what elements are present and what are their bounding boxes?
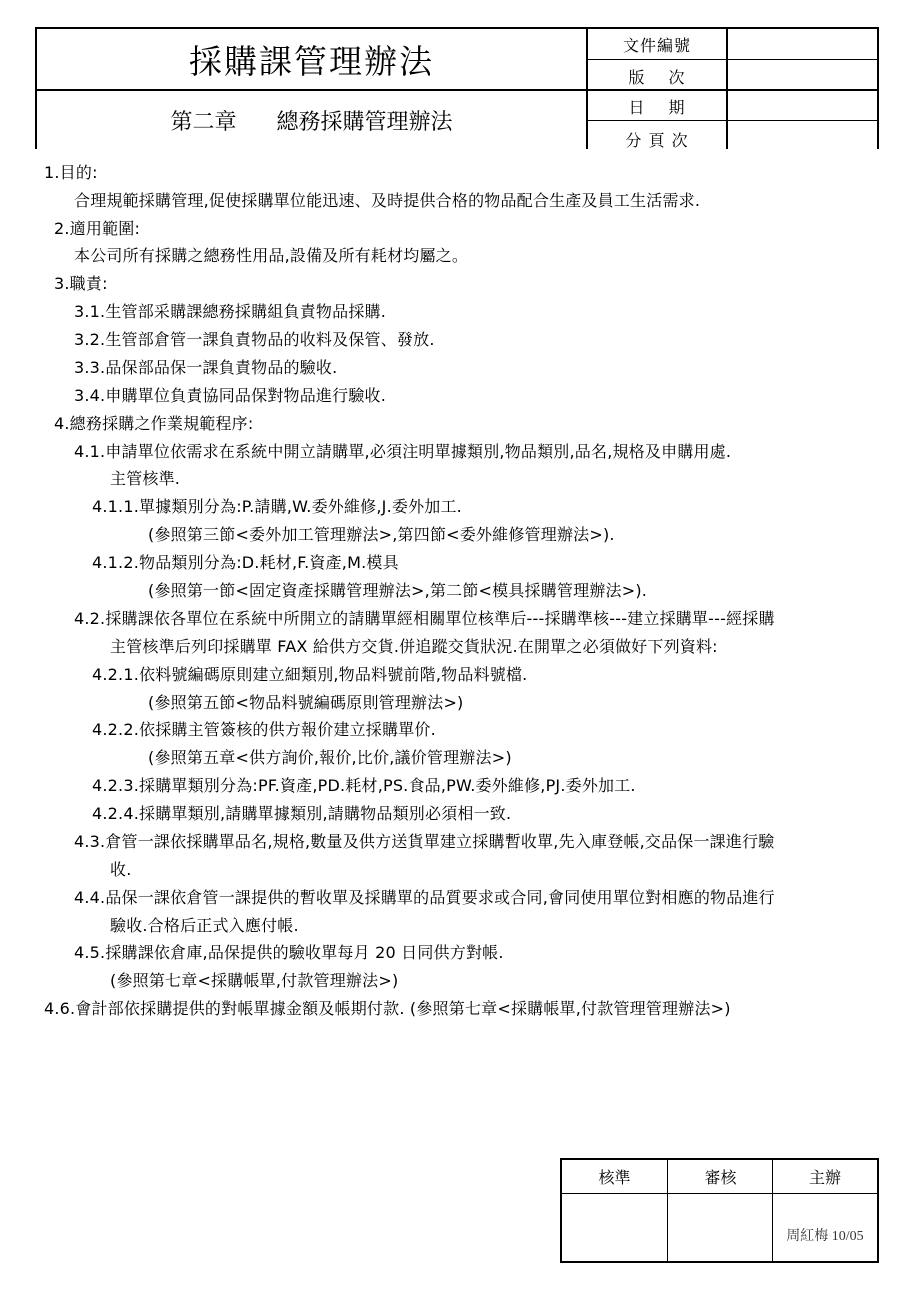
reference-note: (參照第三節<委外加工管理辦法>,第四節<委外維修管理辦法>). (148, 525, 615, 544)
chapter-title: 總務採購管理辦法 (276, 109, 453, 135)
list-item: 3.1.生管部采購課總務採購組負責物品採購. (74, 302, 387, 321)
list-item-continuation: 主管核準后列印採購單 FAX 給供方交貨.併追蹤交貨狀況.在開單之必須做好下列資料: (110, 637, 718, 656)
header-divider (588, 120, 879, 121)
list-item: 3.3.品保部品保一課負責物品的驗收. (74, 358, 338, 377)
date-label: 日 期 (628, 98, 686, 117)
section-heading: 2.適用範圍: (54, 219, 141, 238)
list-item-continuation: 驗收.合格后正式入應付帳. (110, 916, 299, 935)
paragraph: 合理規範採購管理,促使採購單位能迅速、及時提供合格的物品配合生產及員工生活需求. (74, 191, 701, 210)
list-item: 4.1.申請單位依需求在系統中開立請購單,必須注明單據類別,物品類別,品名,規格及申購用處. (74, 442, 732, 461)
list-item: 4.4.品保一課依倉管一課提供的暫收單及採購單的品質要求或合同,會同使用單位對相應的物品進行 (74, 888, 775, 907)
list-item-continuation: 主管核準. (110, 469, 181, 488)
paragraph: 本公司所有採購之總務性用品,設備及所有耗材均屬之。 (74, 246, 469, 265)
table-divider (562, 1193, 877, 1194)
list-item: 4.2.採購課依各單位在系統中所開立的請購單經相關單位核準后---採購準核---建立採購單---經採購 (74, 609, 775, 628)
doc-number-label: 文件編號 (622, 36, 691, 55)
list-item: 4.2.4.採購單類別,請購單據類別,請購物品類別必須相一致. (92, 804, 512, 823)
section-heading: 3.職責: (54, 274, 108, 293)
list-item: 4.1.1.單據類別分為:P.請購,W.委外維修,J.委外加工. (92, 497, 462, 516)
review-header: 審核 (704, 1168, 737, 1187)
list-item: 4.2.1.依料號編碼原則建立細類別,物品料號前階,物品料號檔. (92, 665, 528, 684)
section-heading: 4.總務採購之作業規範程序: (54, 414, 254, 433)
reference-note: (參照第五章<供方詢价,報价,比价,議价管理辦法>) (148, 748, 512, 767)
list-item: 4.1.2.物品類別分為:D.耗材,F.資產,M.模具 (92, 553, 399, 572)
header-divider (588, 89, 879, 91)
chapter-number: 第二章 (170, 109, 237, 135)
list-item: 4.2.3.採購單類別分為:PF.資產,PD.耗材,PS.食品,PW.委外維修,PJ.委外加工. (92, 776, 636, 795)
handler-signature: 周紅梅 10/05 (786, 1229, 864, 1244)
document-title: 採購課管理辦法 (189, 41, 434, 81)
header-divider (588, 59, 879, 60)
list-item: 4.2.2.依採購主管簽核的供方報价建立採購單价. (92, 720, 436, 739)
list-item-continuation: 收. (110, 860, 132, 879)
list-item: 3.4.申購單位負責協同品保對物品進行驗收. (74, 386, 387, 405)
reference-note: (參照第一節<固定資產採購管理辦法>,第二節<模具採購管理辦法>). (148, 581, 648, 600)
reference-note: (參照第五節<物品料號編碼原則管理辦法>) (148, 693, 464, 712)
chapter-heading (37, 91, 586, 149)
page-number-label: 分 頁 次 (625, 131, 689, 150)
document-header-table (35, 27, 879, 149)
handler-header: 主辦 (808, 1168, 841, 1187)
approve-header: 核準 (598, 1168, 631, 1187)
approval-table (560, 1158, 879, 1263)
version-label: 版 次 (628, 68, 686, 87)
list-item: 4.5.採購課依倉庫,品保提供的驗收單每月 20 日同供方對帳. (74, 943, 504, 962)
section-heading: 1.目的: (44, 163, 98, 182)
reference-note: (參照第七章<採購帳單,付款管理辦法>) (110, 971, 399, 990)
list-item: 3.2.生管部倉管一課負責物品的收料及保管、發放. (74, 330, 435, 349)
list-item: 4.3.倉管一課依採購單品名,規格,數量及供方送貨單建立採購暫收單,先入庫登帳,交品保一課進行驗 (74, 832, 775, 851)
list-item: 4.6.會計部依採購提供的對帳單據金額及帳期付款. (參照第七章<採購帳單,付款管理管理辦法>) (44, 999, 731, 1018)
